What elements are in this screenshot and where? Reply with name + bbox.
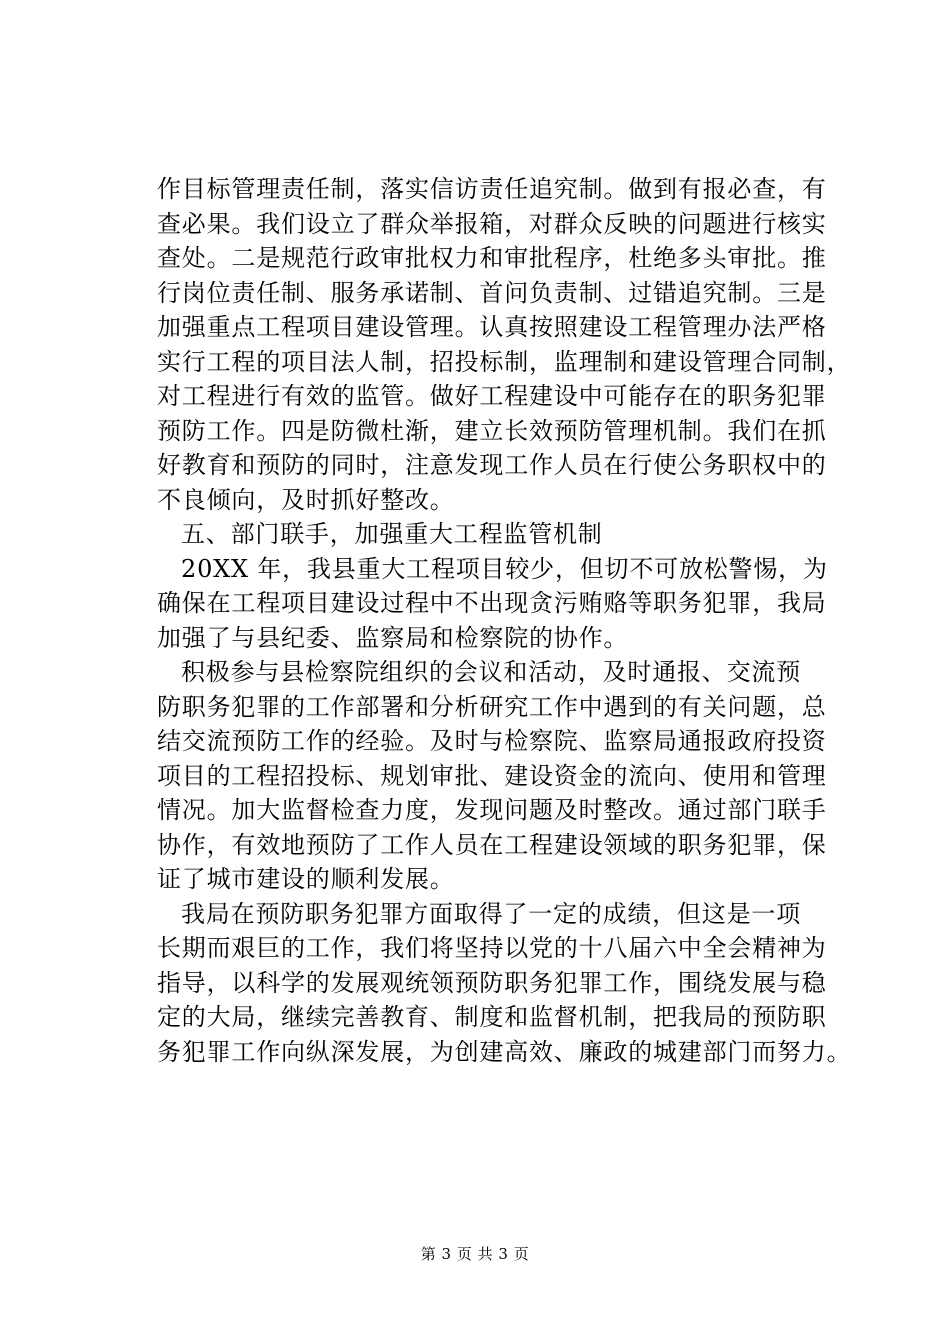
text-line: 好教育和预防的同时，注意发现工作人员在行使公务职权中的 <box>157 451 827 479</box>
text-line: 确保在工程项目建设过程中不出现贪污贿赂等职务犯罪，我局 <box>157 589 827 617</box>
text-line: 长期而艰巨的工作，我们将坚持以党的十八届六中全会精神为 <box>157 934 827 962</box>
text-line: 查必果。我们设立了群众举报箱，对群众反映的问题进行核实 <box>157 209 827 238</box>
text-line: 加强了与县纪委、监察局和检察院的协作。 <box>157 623 629 652</box>
text-line: 行岗位责任制、服务承诺制、首问负责制、过错追究制。三是 <box>157 278 827 307</box>
text-line: 项目的工程招投标、规划审批、建设资金的流向、使用和管理 <box>157 761 827 790</box>
text-line: 对工程进行有效的监管。做好工程建设中可能存在的职务犯罪 <box>157 382 827 410</box>
text-line: 加强重点工程项目建设管理。认真按照建设工程管理办法严格 <box>157 313 827 341</box>
text-line: 不良倾向，及时抓好整改。 <box>157 485 455 514</box>
text-line: 预防工作。四是防微杜渐，建立长效预防管理机制。我们在抓 <box>157 416 827 445</box>
text-line: 结交流预防工作的经验。及时与检察院、监察局通报政府投资 <box>157 727 827 755</box>
text-line: 作目标管理责任制，落实信访责任追究制。做到有报必查，有 <box>157 175 827 203</box>
text-line: 实行工程的项目法人制，招投标制，监理制和建设管理合同制， <box>157 347 852 376</box>
text-line: 我局在预防职务犯罪方面取得了一定的成绩，但这是一项 <box>181 899 801 928</box>
text-line: 指导，以科学的发展观统领预防职务犯罪工作，围绕发展与稳 <box>157 968 827 997</box>
text-line: 查处。二是规范行政审批权力和审批程序，杜绝多头审批。推 <box>157 244 827 272</box>
text-line: 积极参与县检察院组织的会议和活动，及时通报、交流预 <box>181 658 801 686</box>
document-body <box>157 172 852 1069</box>
text-line: 情况。加大监督检查力度，发现问题及时整改。通过部门联手 <box>157 796 827 824</box>
page-footer: 第 3 页 共 3 页 <box>420 1245 530 1263</box>
text-line: 五、部门联手，加强重大工程监管机制 <box>181 520 603 548</box>
text-line: 20XX 年，我县重大工程项目较少，但切不可放松警惕，为 <box>181 554 828 583</box>
text-line: 证了城市建设的顺利发展。 <box>157 865 455 893</box>
text-line: 防职务犯罪的工作部署和分析研究工作中遇到的有关问题，总 <box>157 692 827 721</box>
text-line: 协作，有效地预防了工作人员在工程建设领域的职务犯罪，保 <box>157 830 827 859</box>
text-line: 务犯罪工作向纵深发展，为创建高效、廉政的城建部门而努力。 <box>157 1037 852 1066</box>
text-line: 定的大局，继续完善教育、制度和监督机制，把我局的预防职 <box>157 1003 827 1031</box>
